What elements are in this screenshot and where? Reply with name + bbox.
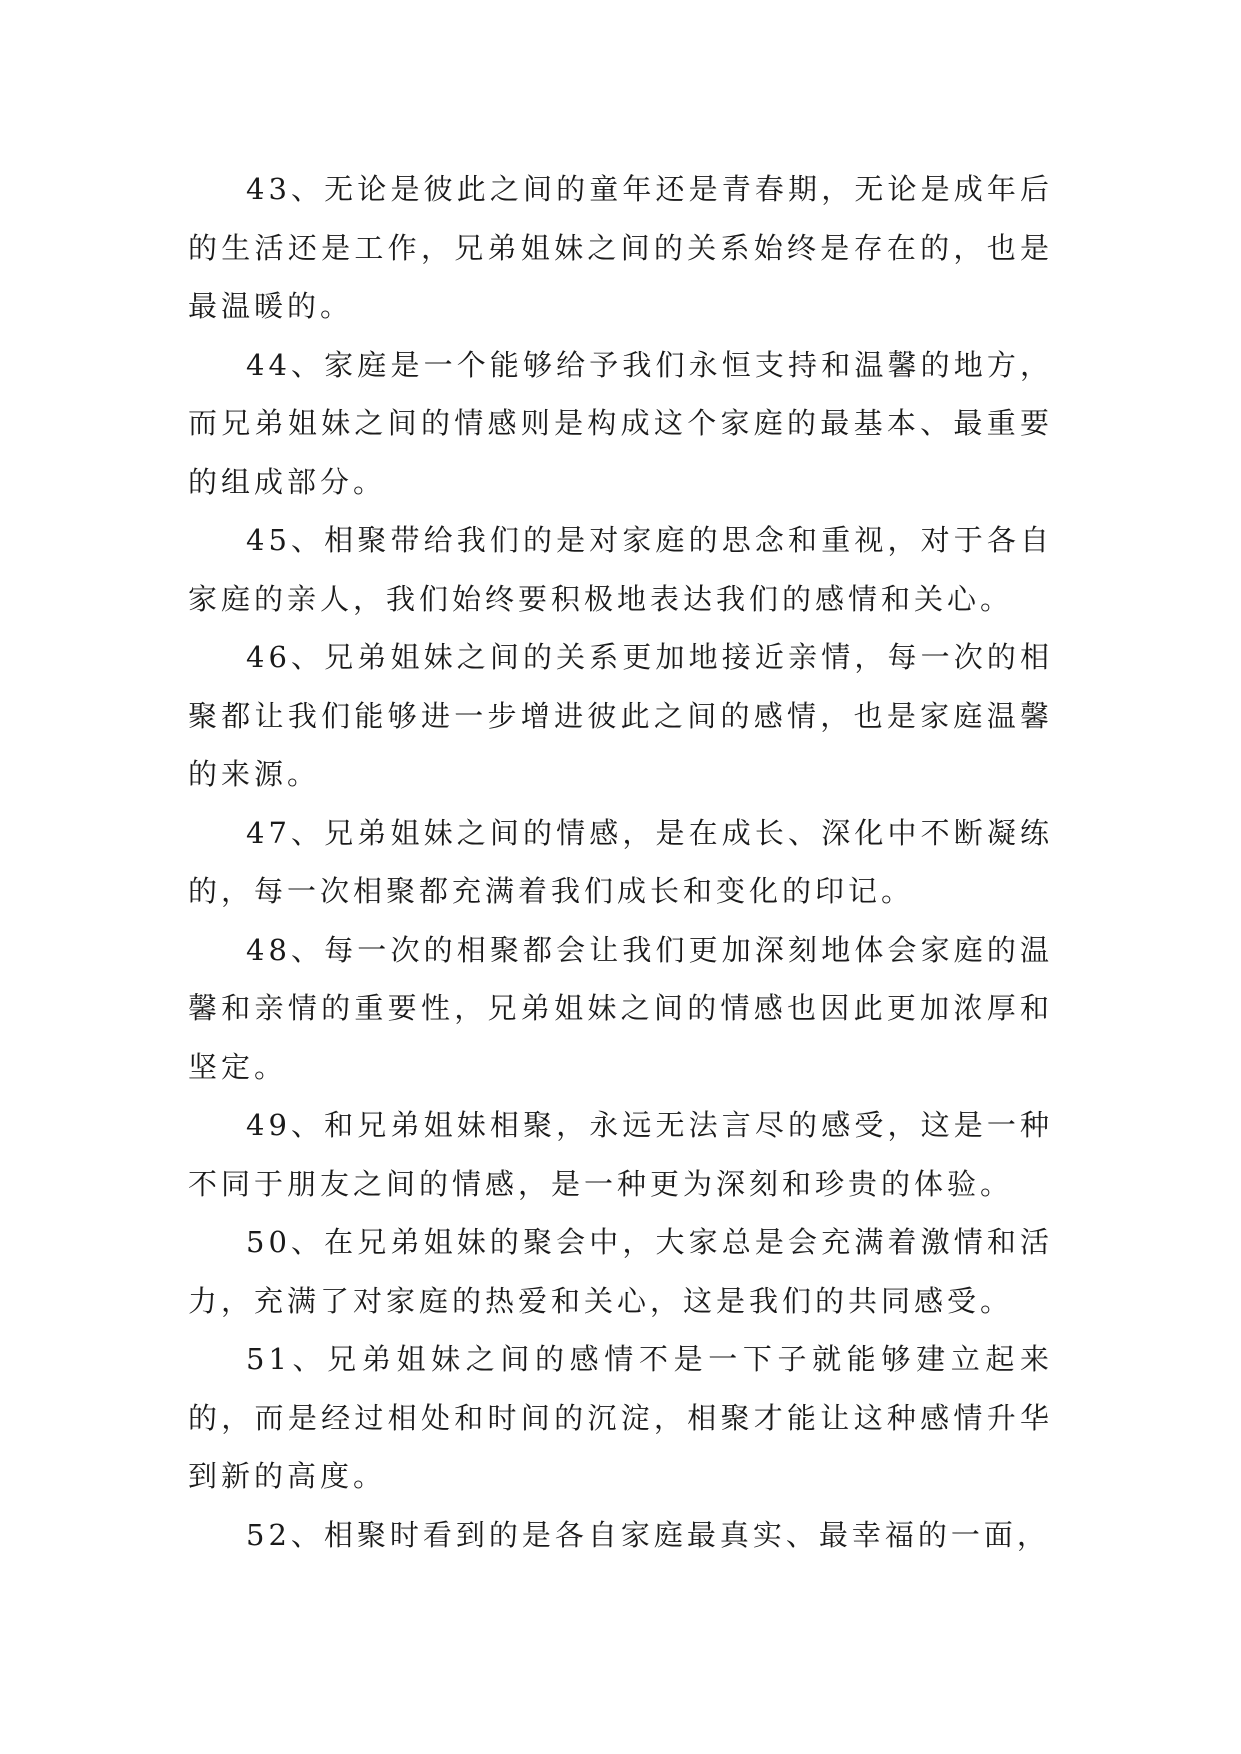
paragraph-45: 45、相聚带给我们的是对家庭的思念和重视，对于各自家庭的亲人，我们始终要积极地表达我们的感情和关心。 <box>188 523 1053 616</box>
paragraph-50: 50、在兄弟姐妹的聚会中，大家总是会充满着激情和活力，充满了对家庭的热爱和关心，这是我们的共同感受。 <box>188 1225 1053 1318</box>
document-body <box>188 160 1053 1564</box>
paragraph-52: 52、相聚时看到的是各自家庭最真实、最幸福的一面， <box>246 1517 1050 1552</box>
paragraph-43: 43、无论是彼此之间的童年还是青春期，无论是成年后的生活还是工作，兄弟姐妹之间的关系始终是存在的，也是最温暖的。 <box>188 172 1053 323</box>
paragraph-51: 51、兄弟姐妹之间的感情不是一下子就能够建立起来的，而是经过相处和时间的沉淀，相聚才能让这种感情升华到新的高度。 <box>188 1342 1053 1493</box>
paragraph-48: 48、每一次的相聚都会让我们更加深刻地体会家庭的温馨和亲情的重要性，兄弟姐妹之间的情感也因此更加浓厚和坚定。 <box>188 932 1053 1084</box>
paragraph-46: 46、兄弟姐妹之间的关系更加地接近亲情，每一次的相聚都让我们能够进一步增进彼此之间的感情，也是家庭温馨的来源。 <box>188 640 1053 791</box>
paragraph-49: 49、和兄弟姐妹相聚，永远无法言尽的感受，这是一种不同于朋友之间的情感，是一种更为深刻和珍贵的体验。 <box>188 1108 1053 1201</box>
paragraph-44: 44、家庭是一个能够给予我们永恒支持和温馨的地方，而兄弟姐妹之间的情感则是构成这个家庭的最基本、最重要的组成部分。 <box>188 347 1053 499</box>
paragraph-47: 47、兄弟姐妹之间的情感，是在成长、深化中不断凝练的，每一次相聚都充满着我们成长和变化的印记。 <box>188 815 1053 908</box>
